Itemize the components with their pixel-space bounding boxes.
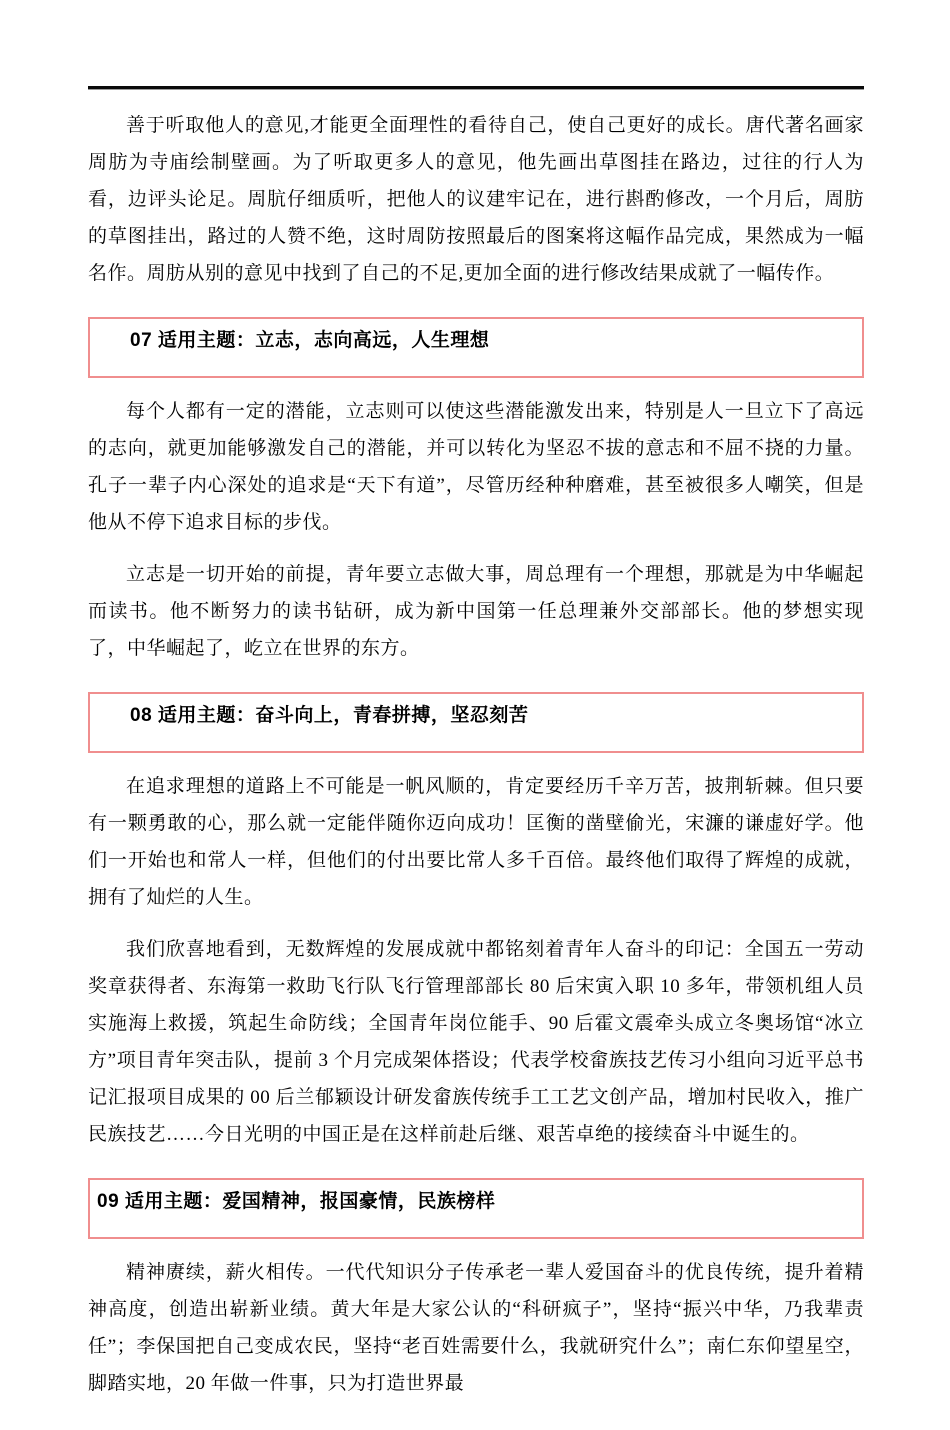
topic-heading-box — [88, 692, 864, 753]
paragraph: 立志是一切开始的前提，青年要立志做大事，周总理有一个理想，那就是为中华崛起而读书。他不断努力的读书钻研，成为新中国第一任总理兼外交部部长。他的梦想实现了，中华崛起了，屹立在世界的东方。 — [88, 564, 864, 659]
topic-heading: 08 适用主题：奋斗向上，青春拼搏，坚忍刻苦 — [130, 705, 529, 726]
paragraph: 在追求理想的道路上不可能是一帆风顺的，肯定要经历千辛万苦，披荆斩棘。但只要有一颗勇敢的心，那么就一定能伴随你迈向成功！匡衡的凿壁偷光，宋濂的谦虚好学。他们一开始也和常人一样，但他们的付出要比常人多千百倍。最终他们取得了辉煌的成就，拥有了灿烂的人生。 — [88, 776, 864, 908]
document-content — [88, 107, 864, 1402]
paragraph: 我们欣喜地看到，无数辉煌的发展成就中都铭刻着青年人奋斗的印记：全国五一劳动奖章获得者、东海第一救助飞行队飞行管理部部长 80 后宋寅入职 10 多年，带领机组人员实施海上救援，筑起生命防线；全国青年岗位能手、90 后霍文震牵头成立冬奥场馆“冰立方”项目青年突击队，提前 3 个月完成架体搭设；代表学校畲族技艺传习小组向习近平总书记汇报项目成果的 00 后兰郁颖设计研发畲族传统手工工艺文创产品，增加村民收入，推广民族技艺……今日光明的中国正是在这样前赴后继、艰苦卓绝的接续奋斗中诞生的。 — [88, 939, 864, 1145]
topic-heading: 09 适用主题：爱国精神，报国豪情，民族榜样 — [97, 1191, 496, 1212]
topic-heading-box — [88, 1178, 864, 1239]
paragraph: 精神赓续，薪火相传。一代代知识分子传承老一辈人爱国奋斗的优良传统，提升着精神高度，创造出崭新业绩。黄大年是大家公认的“科研疯子”，坚持“振兴中华，乃我辈责任”；李保国把自己变成农民，坚持“老百姓需要什么，我就研究什么”；南仁东仰望星空，脚踏实地，20 年做一件事，只为打造世界最 — [88, 1262, 864, 1394]
header-rule — [88, 86, 864, 90]
topic-heading-box — [88, 317, 864, 378]
document-page — [0, 86, 950, 1430]
paragraph: 善于听取他人的意见,才能更全面理性的看待自己，使自己更好的成长。唐代著名画家周肪为寺庙绘制壁画。为了听取更多人的意见，他先画出草图挂在路边，过往的行人为看，边评头论足。周肮仔细质听，把他人的议建牢记在，进行斟酌修改，一个月后，周肪的草图挂出，路过的人赞不绝，这时周防按照最后的图案将这幅作品完成，果然成为一幅名作。周肪从别的意见中找到了自己的不足,更加全面的进行修改结果成就了一幅传作。 — [88, 115, 864, 284]
topic-heading: 07 适用主题：立志，志向高远，人生理想 — [130, 330, 490, 351]
paragraph: 每个人都有一定的潜能，立志则可以使这些潜能激发出来，特别是人一旦立下了高远的志向，就更加能够激发自己的潜能，并可以转化为坚忍不拔的意志和不屈不挠的力量。孔子一辈子内心深处的追求是“天下有道”，尽管历经种种磨难，甚至被很多人嘲笑，但是他从不停下追求目标的步伐。 — [88, 401, 864, 533]
